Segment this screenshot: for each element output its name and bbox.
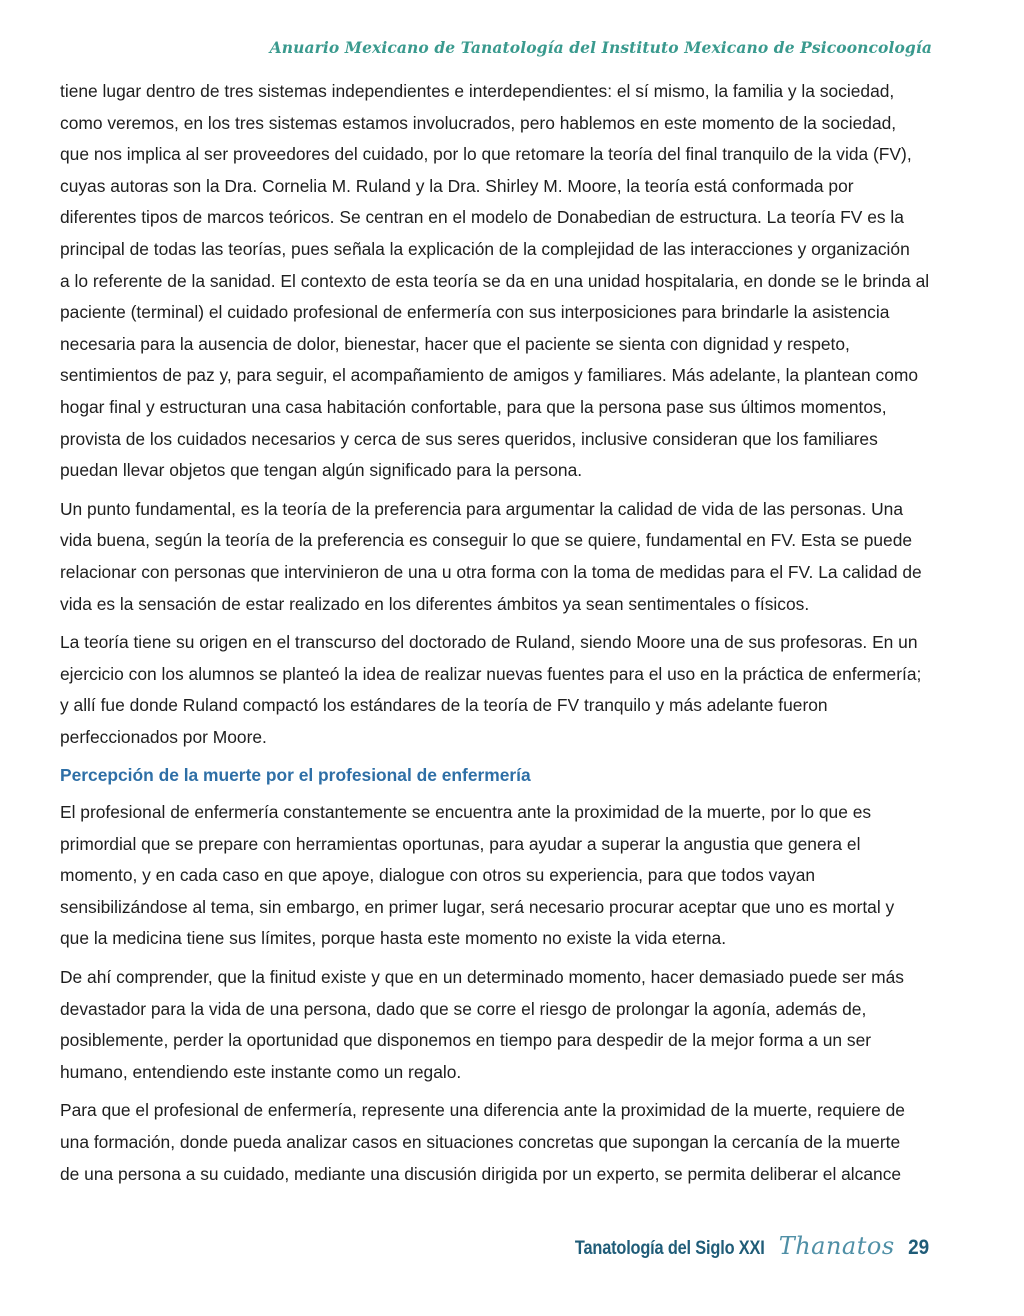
- body-paragraph: [60, 627, 972, 753]
- paragraph-line: Para que el profesional de enfermería, represente una diferencia ante la proximidad de la muerte, requiere de: [60, 1100, 905, 1121]
- paragraph-line: principal de todas las teorías, pues señala la explicación de la complejidad de las interacciones y organización: [60, 238, 910, 259]
- page-body: [60, 76, 972, 1197]
- paragraph-line: devastador para la vida de una persona, dado que se corre el riesgo de prolongar la agonía, además de,: [60, 998, 867, 1019]
- paragraph-line: vida es la sensación de estar realizado en los diferentes ámbitos ya sean sentimentales o físicos.: [60, 593, 810, 614]
- body-paragraph: [60, 76, 972, 487]
- paragraph-line: a lo referente de la sanidad. El contexto de esta teoría se da en una unidad hospitalaria, en donde se le brinda al: [60, 270, 930, 291]
- section-heading: Percepción de la muerte por el profesional de enfermería: [60, 765, 531, 786]
- paragraph-line: De ahí comprender, que la finitud existe y que en un determinado momento, hacer demasiado puede ser más: [60, 967, 904, 988]
- paragraph-line: La teoría tiene su origen en el transcurso del doctorado de Ruland, siendo Moore una de sus profesoras. En un: [60, 632, 918, 653]
- paragraph-line: tiene lugar dentro de tres sistemas independientes e interdependientes: el sí mismo, la familia y la sociedad,: [60, 81, 895, 101]
- running-header-title: Anuario Mexicano de Tanatología del Instituto Mexicano de Psicooncología: [269, 38, 932, 57]
- page-footer: [544, 1232, 930, 1260]
- paragraph-line: como veremos, en los tres sistemas estamos involucrados, pero hablemos en este momento de la sociedad,: [60, 112, 897, 133]
- thanatos-logo: Thanatos: [778, 1232, 895, 1260]
- paragraph-line: necesaria para la ausencia de dolor, bienestar, hacer que el paciente se sienta con dignidad y respeto,: [60, 333, 850, 354]
- paragraph-line: primordial que se prepare con herramientas oportunas, para ayudar a superar la angustia que genera el: [60, 833, 861, 854]
- paragraph-line: vida buena, según la teoría de la preferencia es conseguir lo que se quiere, fundamental en FV. Esta se puede: [60, 530, 913, 551]
- paragraph-line: relacionar con personas que intervinieron de una u otra forma con la toma de medidas para el FV. La calidad de: [60, 561, 922, 582]
- paragraphs-after-heading: [60, 797, 972, 1190]
- paragraph-line: hogar final y estructuran una casa habitación confortable, para que la persona pase sus últimos momentos,: [60, 396, 887, 417]
- paragraph-line: humano, entendiendo este instante como un regalo.: [60, 1061, 462, 1082]
- paragraph-line: Un punto fundamental, es la teoría de la preferencia para argumentar la calidad de vida de las personas. Una: [60, 498, 904, 519]
- paragraph-line: sentimientos de paz y, para seguir, el acompañamiento de amigos y familiares. Más adelante, la plantean como: [60, 365, 919, 386]
- paragraphs-before-heading: [60, 76, 972, 753]
- paragraph-line: provista de los cuidados necesarios y cerca de sus seres queridos, inclusive consideran que los familiares: [60, 428, 878, 449]
- paragraph-line: que nos implica al ser proveedores del cuidado, por lo que retomare la teoría del final tranquilo de la vida (FV),: [60, 144, 912, 165]
- body-paragraph: [60, 1095, 972, 1190]
- paragraph-line: El profesional de enfermería constantemente se encuentra ante la proximidad de la muerte, por lo que es: [60, 802, 872, 823]
- body-paragraph: [60, 494, 972, 620]
- footer-series-title: Tanatología del Siglo XXI: [575, 1238, 765, 1259]
- paragraph-line: que la medicina tiene sus límites, porque hasta este momento no existe la vida eterna.: [60, 928, 727, 949]
- paragraph-line: posiblemente, perder la oportunidad que disponemos en tiempo para despedir de la mejor forma a un ser: [60, 1030, 872, 1051]
- paragraph-line: paciente (terminal) el cuidado profesional de enfermería con sus interposiciones para brindarle la asistencia: [60, 302, 890, 323]
- paragraph-line: puedan llevar objetos que tengan algún significado para la persona.: [60, 460, 583, 481]
- paragraph-line: una formación, donde pueda analizar casos en situaciones concretas que supongan la cercanía de la muerte: [60, 1132, 901, 1152]
- paragraph-line: y allí fue donde Ruland compactó los estándares de la teoría de FV tranquilo y más adelante fueron: [60, 695, 828, 716]
- body-paragraph: [60, 797, 972, 955]
- paragraph-line: sensibilizándose al tema, sin embargo, en primer lugar, será necesario procurar aceptar que uno es mortal y: [60, 896, 895, 917]
- paragraph-line: cuyas autoras son la Dra. Cornelia M. Ruland y la Dra. Shirley M. Moore, la teoría está conformada por: [60, 175, 854, 196]
- paragraph-line: perfeccionados por Moore.: [60, 726, 267, 747]
- body-paragraph: [60, 962, 972, 1088]
- paragraph-line: ejercicio con los alumnos se planteó la idea de realizar nuevas fuentes para el uso en la práctica de enfermería;: [60, 663, 922, 684]
- page-number: 29: [907, 1236, 929, 1259]
- paragraph-line: de una persona a su cuidado, mediante una discusión dirigida por un experto, se permita deliberar el alcance: [60, 1163, 902, 1184]
- paragraph-line: momento, y en cada caso en que apoye, dialogue con otros su experiencia, para que todos vayan: [60, 865, 816, 886]
- paragraph-line: diferentes tipos de marcos teóricos. Se centran en el modelo de Donabedian de estructura. La teoría FV es la: [60, 207, 904, 228]
